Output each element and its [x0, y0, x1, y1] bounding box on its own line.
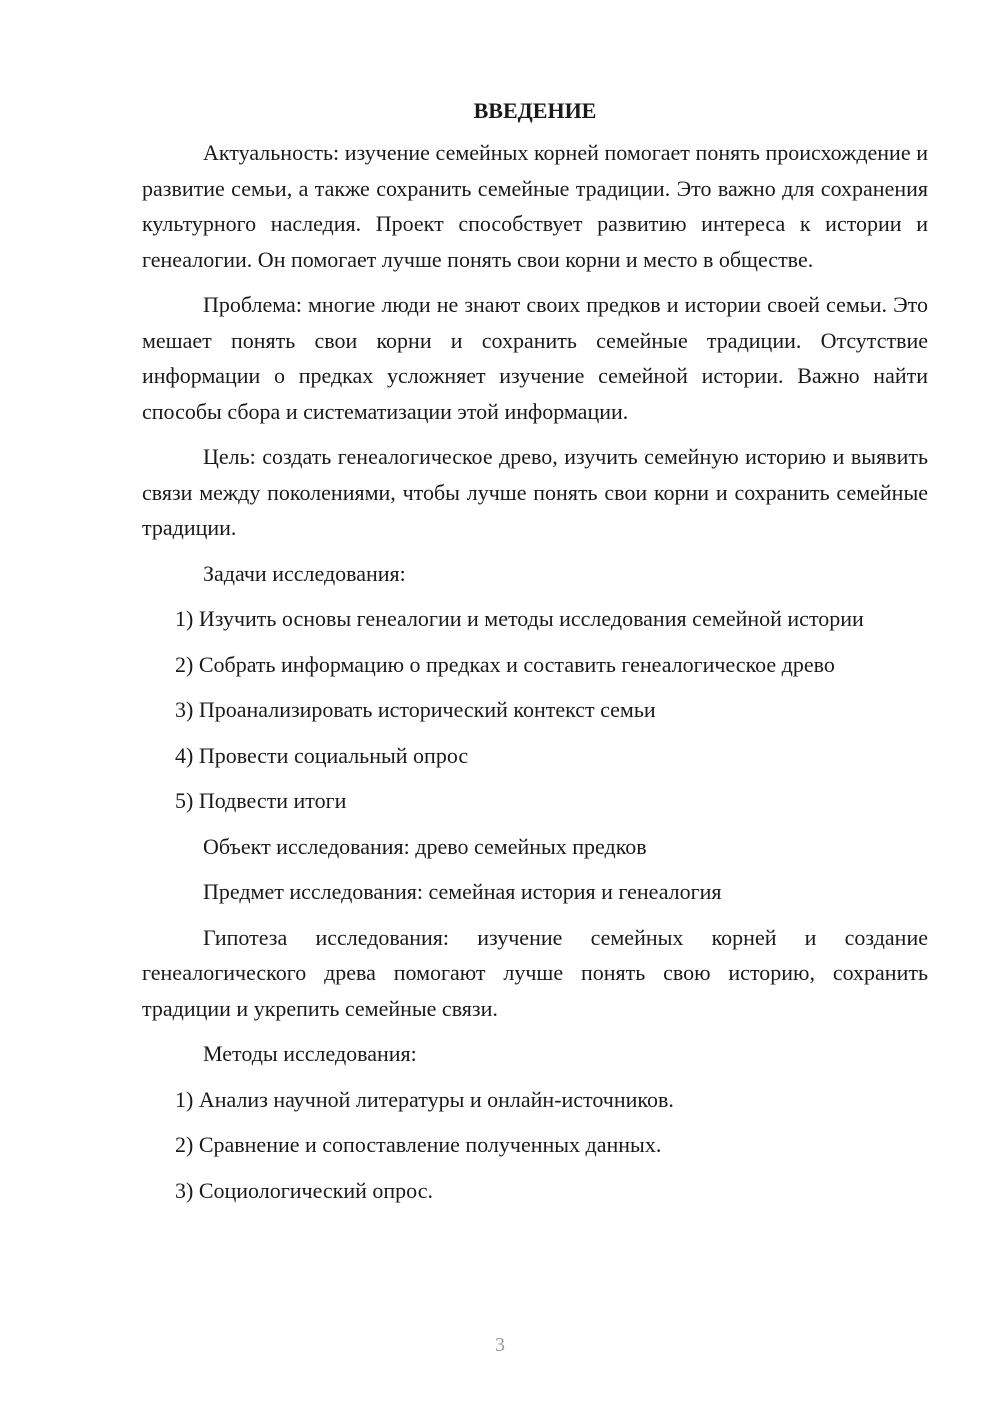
task-item: 3) Проанализировать исторический контекст семьи	[175, 697, 656, 722]
research-subject: Предмет исследования: семейная история и генеалогия	[203, 879, 722, 904]
tasks-heading: Задачи исследования:	[203, 560, 406, 586]
research-hypothesis: Гипотеза исследования: изучение семейных корней и создание генеалогического древа помогают лучше понять свою историю, сохранить традиции и укрепить семейные связи.	[142, 924, 928, 1021]
methods-list	[142, 1082, 928, 1209]
document-title: ВВЕДЕНИЕ	[473, 98, 597, 123]
method-item: 3) Социологический опрос.	[175, 1177, 433, 1203]
paragraph-problem: Проблема: многие люди не знают своих предков и истории своей семьи. Это мешает понять свои корни и сохранить семейные традиции. Отсутствие информации о предках усложняет изучение семейной истории. Важно найти способы сбора и систематизации этой информации.	[142, 292, 928, 424]
paragraph-goal: Цель: создать генеалогическое древо, изучить семейную историю и выявить связи между поколениями, чтобы лучше понять свои корни и сохранить семейные традиции.	[142, 444, 928, 540]
task-item: 2) Собрать информацию о предках и составить генеалогическое древо	[175, 651, 835, 677]
tasks-list	[142, 601, 928, 819]
method-item: 2) Сравнение и сопоставление полученных данных.	[175, 1132, 662, 1157]
paragraph-relevance: Актуальность: изучение семейных корней помогает понять происхождение и развитие семьи, а также сохранить семейные традиции. Это важно для сохранения культурного наследия. Проект способствует развитию интереса к истории и генеалогии. Он помогает лучше понять свои корни и место в обществе.	[142, 140, 928, 272]
task-item: 5) Подвести итоги	[175, 788, 347, 813]
task-item: 1) Изучить основы генеалогии и методы исследования семейной истории	[175, 606, 864, 631]
task-item: 4) Провести социальный опрос	[175, 742, 469, 768]
methods-heading: Методы исследования:	[203, 1041, 417, 1066]
method-item: 1) Анализ научной литературы и онлайн-источников.	[175, 1086, 674, 1112]
page-number: 3	[495, 1334, 505, 1356]
research-object: Объект исследования: древо семейных предков	[203, 833, 647, 859]
document-page	[142, 93, 928, 1218]
